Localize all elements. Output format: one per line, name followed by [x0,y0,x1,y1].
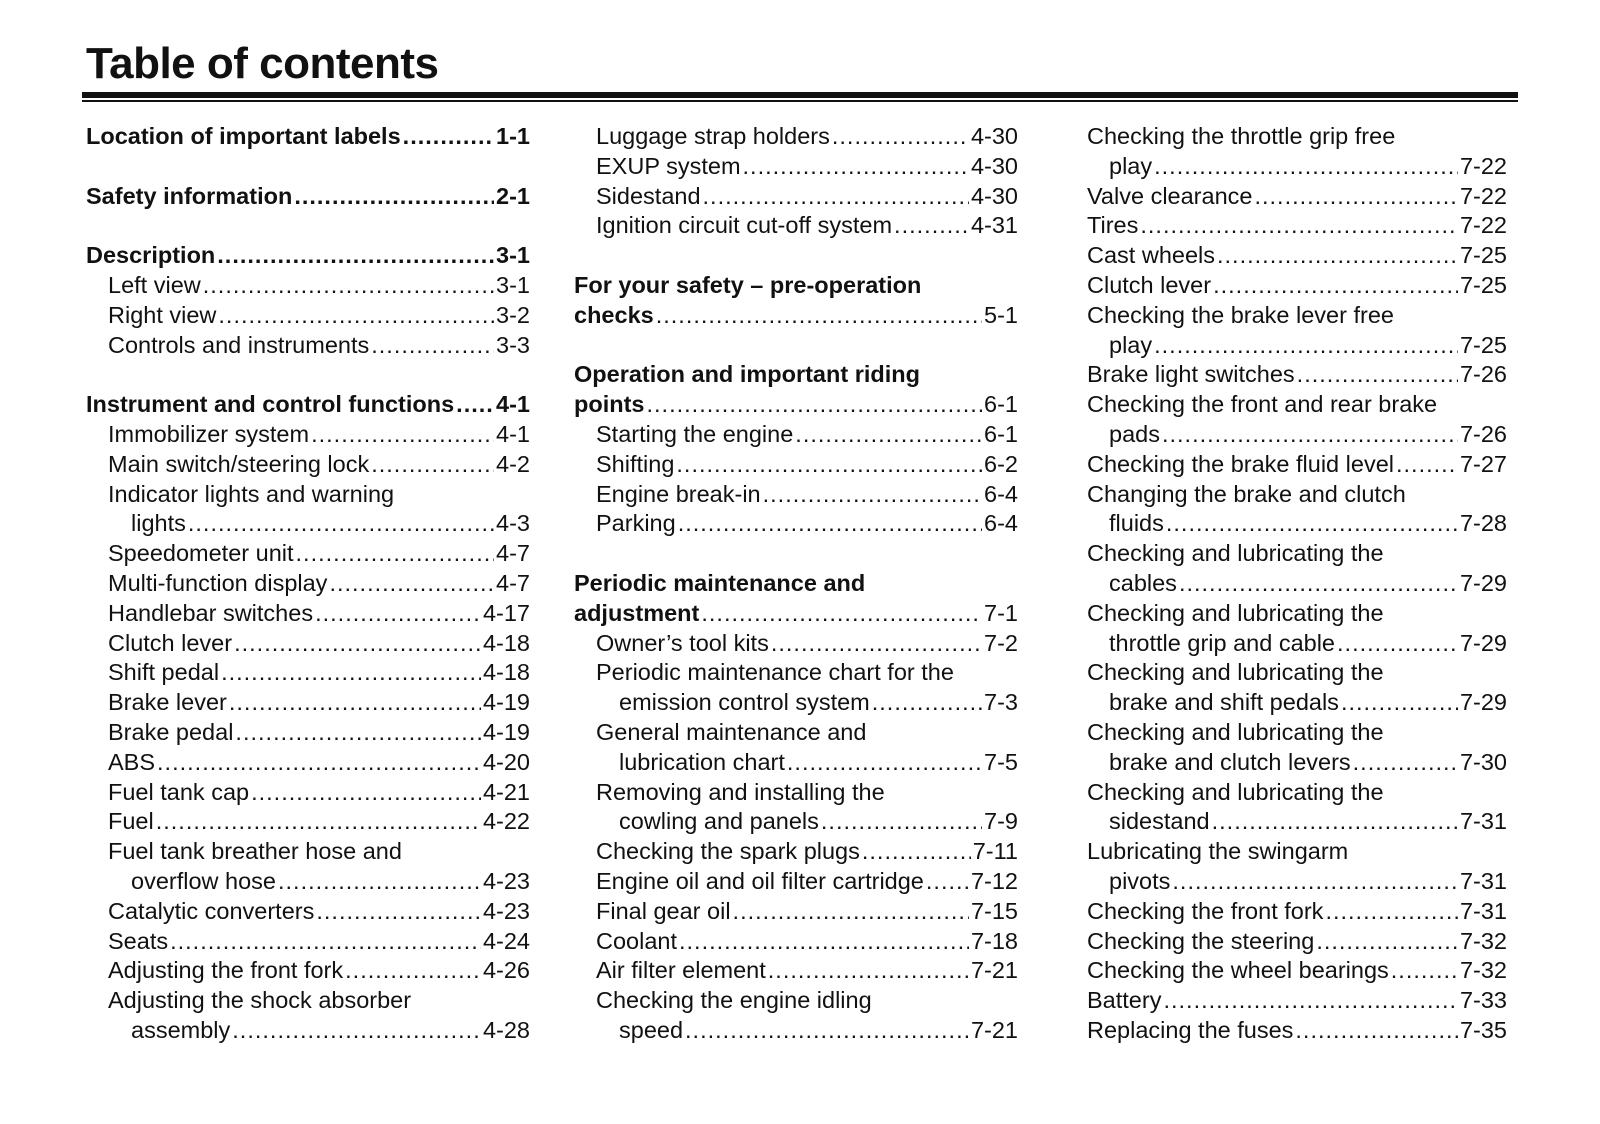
toc-entry[interactable]: Coolant ..... 7-18 [574,927,1018,957]
toc-entry[interactable]: Checking the wheel bearings ..... 7-32 [1087,956,1507,986]
toc-column-2 [574,122,1018,1046]
toc-entry[interactable]: Checking the spark plugs ..... 7-11 [574,837,1018,867]
toc-entry-line[interactable]: Checking the brake lever free [1087,301,1394,328]
toc-entry-line[interactable]: Checking and lubricating the [1087,778,1384,805]
toc-entry[interactable]: Parking ..... 6-4 [574,509,1018,539]
toc-entry[interactable]: Immobilizer system ..... 4-1 [86,420,530,450]
toc-entry-line[interactable]: Checking the engine idling [596,987,872,1014]
toc-entry[interactable]: Catalytic converters ..... 4-23 [86,897,530,927]
toc-entry[interactable]: Handlebar switches ..... 4-17 [86,599,530,629]
toc-entry[interactable]: emission control system ..... 7-3 [574,688,1018,718]
toc-entry-line[interactable]: Removing and installing the [596,778,885,805]
toc-entry[interactable]: Brake light switches ..... 7-26 [1087,360,1507,390]
toc-entry-line[interactable]: Fuel tank breather hose and [108,838,402,865]
toc-entry[interactable]: play ..... 7-25 [1087,331,1507,361]
toc-entry[interactable]: pivots ..... 7-31 [1087,867,1507,897]
toc-entry[interactable]: Air filter element ..... 7-21 [574,956,1018,986]
toc-entry[interactable]: Fuel ..... 4-22 [86,807,530,837]
toc-entry[interactable]: overflow hose ..... 4-23 [86,867,530,897]
toc-entry[interactable]: Tires ..... 7-22 [1087,211,1507,241]
toc-entry-line[interactable]: Checking the throttle grip free [1087,123,1396,149]
toc-entry[interactable]: sidestand ..... 7-31 [1087,807,1507,837]
toc-entry[interactable]: Seats ..... 4-24 [86,927,530,957]
toc-entry[interactable]: cables ..... 7-29 [1087,569,1507,599]
toc-entry[interactable]: pads ..... 7-26 [1087,420,1507,450]
toc-entry[interactable]: ABS ..... 4-20 [86,748,530,778]
toc-entry[interactable]: Engine oil and oil filter cartridge ..... 7-12 [574,867,1018,897]
toc-entry-line[interactable]: Checking and lubricating the [1087,599,1384,626]
toc-entry[interactable]: Controls and instruments ..... 3-3 [86,331,530,361]
toc-entry[interactable]: Cast wheels ..... 7-25 [1087,241,1507,271]
toc-entry[interactable]: Checking the brake fluid level ..... 7-27 [1087,450,1507,480]
toc-entry-line[interactable]: Checking and lubricating the [1087,659,1384,686]
toc-entry[interactable]: brake and clutch levers ..... 7-30 [1087,748,1507,778]
toc-entry[interactable]: Brake lever ..... 4-19 [86,688,530,718]
toc-entry-line[interactable]: Adjusting the shock absorber [108,987,412,1014]
toc-entry-line[interactable]: Indicator lights and warning [108,480,395,507]
toc-entry[interactable]: cowling and panels ..... 7-9 [574,807,1018,837]
toc-entry[interactable]: Battery ..... 7-33 [1087,986,1507,1016]
toc-entry[interactable]: Adjusting the front fork ..... 4-26 [86,956,530,986]
toc-entry-line[interactable]: Checking and lubricating the [1087,718,1384,745]
toc-entry[interactable]: speed ..... 7-21 [574,1016,1018,1046]
toc-entry[interactable]: Engine break-in ..... 6-4 [574,480,1018,510]
toc-entry[interactable]: Clutch lever ..... 7-25 [1087,271,1507,301]
toc-entry[interactable]: Left view ..... 3-1 [86,271,530,301]
toc-entry[interactable]: Valve clearance ..... 7-22 [1087,182,1507,212]
toc-entry[interactable]: lights ..... 4-3 [86,509,530,539]
toc-entry[interactable]: lubrication chart ..... 7-5 [574,748,1018,778]
toc-entry[interactable]: EXUP system ..... 4-30 [574,152,1018,182]
toc-entry[interactable]: Owner’s tool kits ..... 7-2 [574,629,1018,659]
toc-entry-line[interactable]: Changing the brake and clutch [1087,480,1406,507]
toc-section-entry[interactable]: Location of important labels ..... 1-1 [86,122,530,152]
toc-entry-line[interactable]: Checking the front and rear brake [1087,391,1438,418]
toc-entry[interactable]: Replacing the fuses ..... 7-35 [1087,1016,1507,1046]
toc-entry[interactable]: Right view ..... 3-2 [86,301,530,331]
toc-column-1 [86,122,530,1046]
toc-entry[interactable]: Speedometer unit ..... 4-7 [86,539,530,569]
toc-entry-line[interactable]: Lubricating the swingarm [1087,838,1349,865]
toc-entry[interactable]: Sidestand ..... 4-30 [574,182,1018,212]
toc-entry[interactable]: assembly ..... 4-28 [86,1016,530,1046]
toc-entry[interactable]: Checking the front fork ..... 7-31 [1087,897,1507,927]
toc-entry[interactable]: Multi-function display ..... 4-7 [86,569,530,599]
toc-section-line[interactable]: For your safety – pre-operation [574,271,922,298]
toc-entry[interactable]: fluids ..... 7-28 [1087,509,1507,539]
toc-column-3 [1087,122,1507,1046]
toc-section-entry[interactable]: checks ..... 5-1 [574,301,1018,331]
toc-section-line[interactable]: Periodic maintenance and [574,569,866,596]
toc-entry[interactable]: Ignition circuit cut-off system ..... 4-31 [574,211,1018,241]
toc-entry[interactable]: Brake pedal ..... 4-19 [86,718,530,748]
toc-entry[interactable]: Main switch/steering lock ..... 4-2 [86,450,530,480]
toc-entry[interactable]: Starting the engine ..... 6-1 [574,420,1018,450]
toc-section-entry[interactable]: Safety information ..... 2-1 [86,182,530,212]
toc-entry[interactable]: Luggage strap holders ..... 4-30 [574,122,1018,152]
toc-entry[interactable]: play ..... 7-22 [1087,152,1507,182]
toc-entry[interactable]: Final gear oil ..... 7-15 [574,897,1018,927]
toc-section-entry[interactable]: adjustment ..... 7-1 [574,599,1018,629]
toc-entry[interactable]: Clutch lever ..... 4-18 [86,629,530,659]
page-title: Table of contents [86,39,439,88]
toc-section-line[interactable]: Operation and important riding [574,361,920,388]
toc-entry-line[interactable]: Periodic maintenance chart for the [596,659,954,686]
toc-section-entry[interactable]: points ..... 6-1 [574,390,1018,420]
title-rule-thick [82,92,1518,98]
toc-entry[interactable]: brake and shift pedals ..... 7-29 [1087,688,1507,718]
toc-entry[interactable]: Fuel tank cap ..... 4-21 [86,778,530,808]
toc-section-entry[interactable]: Description ..... 3-1 [86,241,530,271]
toc-entry-line[interactable]: Checking and lubricating the [1087,540,1384,567]
toc-entry[interactable]: Checking the steering ..... 7-32 [1087,927,1507,957]
toc-section-entry[interactable]: Instrument and control functions ..... 4-1 [86,390,530,420]
toc-entry[interactable]: Shift pedal ..... 4-18 [86,658,530,688]
toc-entry[interactable]: Shifting ..... 6-2 [574,450,1018,480]
title-rule-thin [82,100,1518,102]
toc-entry[interactable]: throttle grip and cable ..... 7-29 [1087,629,1507,659]
toc-entry-line[interactable]: General maintenance and [596,718,867,745]
